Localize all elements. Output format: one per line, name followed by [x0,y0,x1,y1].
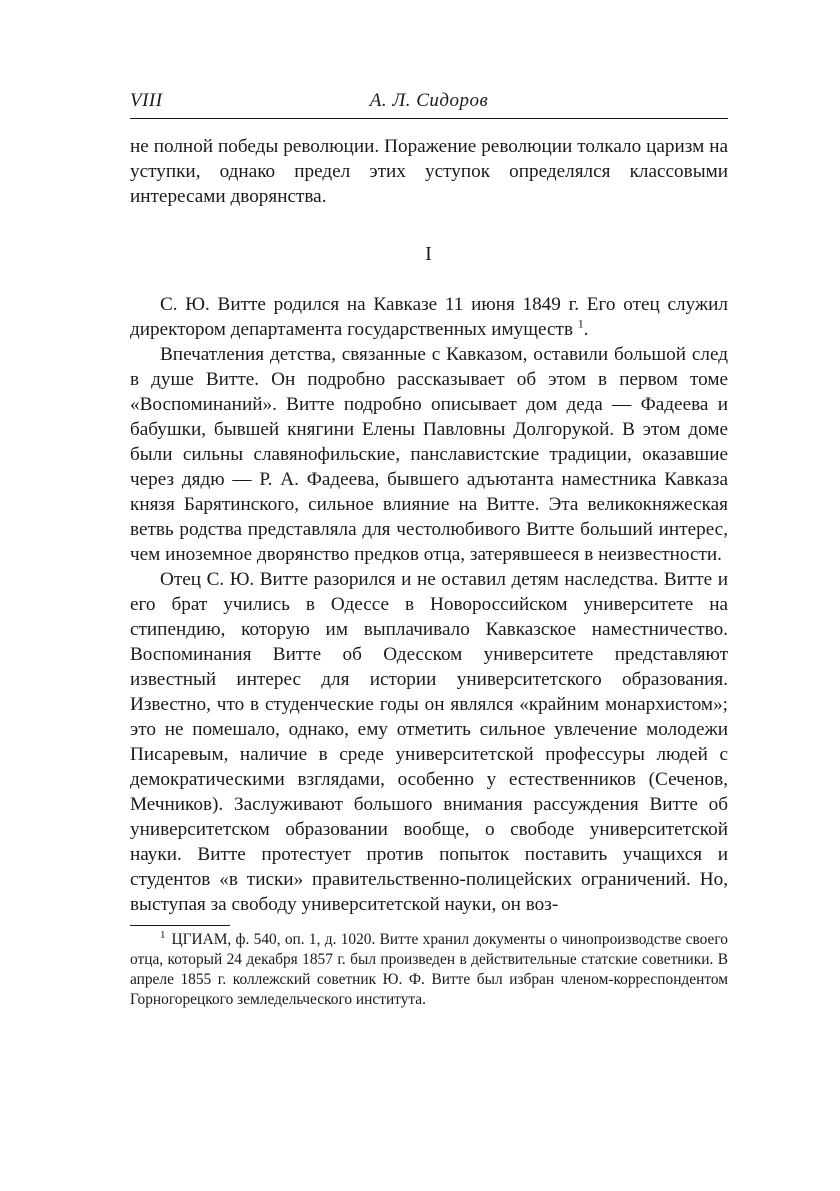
paragraph-birth-text: С. Ю. Витте родился на Кавказе 11 июня 1849 г. Его отец служил директором департамента государственных имуществ [130,294,728,340]
footnote [130,930,728,1010]
book-page [130,88,728,1010]
running-head [130,88,728,118]
section-number: I [425,243,433,265]
paragraph-childhood: Впечатления детства, связанные с Кавказом, оставили большой след в душе Витте. Он подробно рассказывает об этом в первом томе «Воспоминаний». Витте подробно описывает дом деда — Фадеева и бабушки, бывшей княгини Елены Павловны Долгорукой. В этом доме были сильны славянофильские, панславистские традиции, оказавшие через дядю — Р. А. Фадеева, бывшего адъютанта наместника Кавказа князя Барятинского, сильное влияние на Витте. Эта великокняжеская ветвь родства представляла для честолюбивого Витте больший интерес, чем иноземное дворянство предков отца, затерявшееся в неизвестности. [130,344,728,565]
running-head-author: А. Л. Сидоров [369,90,489,111]
body-text-section [130,292,728,917]
body-text [130,134,728,209]
footnote-mark: 1 [160,928,166,941]
paragraph-university: Отец С. Ю. Витте разорился и не оставил детям наследства. Витте и его брат учились в Одессе в Новороссийском университете на стипендию, которую им выплачивало Кавказское наместничество. Воспоминания Витте об Одесском университете представляют известный интерес для истории университетского образования. Известно, что в студенческие годы он являлся «крайним монархистом»; это не помешало, однако, ему отметить сильное увлечение молодежи Писаревым, наличие в среде университетской профессуры людей с демократическими взглядами, особенно у естественников (Сеченов, Мечников). Заслуживают большого внимания рассуждения Витте об университетском образовании вообще, о свободе университетской науки. Витте протестует против попыток поставить учащихся и студентов «в тиски» правительственно-полицейских ограничений. Но, выступая за свободу университетской науки, он воз- [130,569,728,915]
paragraph-continued: не полной победы революции. Поражение революции толкало царизм на уступки, однако предел этих уступок определялся классовыми интересами дворянства. [130,136,728,207]
page-number: VIII [130,90,163,111]
paragraph-birth-end: . [583,319,589,340]
paragraph-birth [130,292,728,342]
footnote-rule [130,925,230,926]
header-rule [130,118,728,119]
footnote-reference: 1 [577,316,584,331]
footnote-text: ЦГИАМ, ф. 540, оп. 1, д. 1020. Витте хранил документы о чинопроизводстве своего отца, который 24 декабря 1857 г. был произведен в действительные статские советники. В апреле 1855 г. коллежский советник Ю. Ф. Витте был избран членом-корреспондентом Горногорецкого земледельческого института. [130,931,728,1008]
